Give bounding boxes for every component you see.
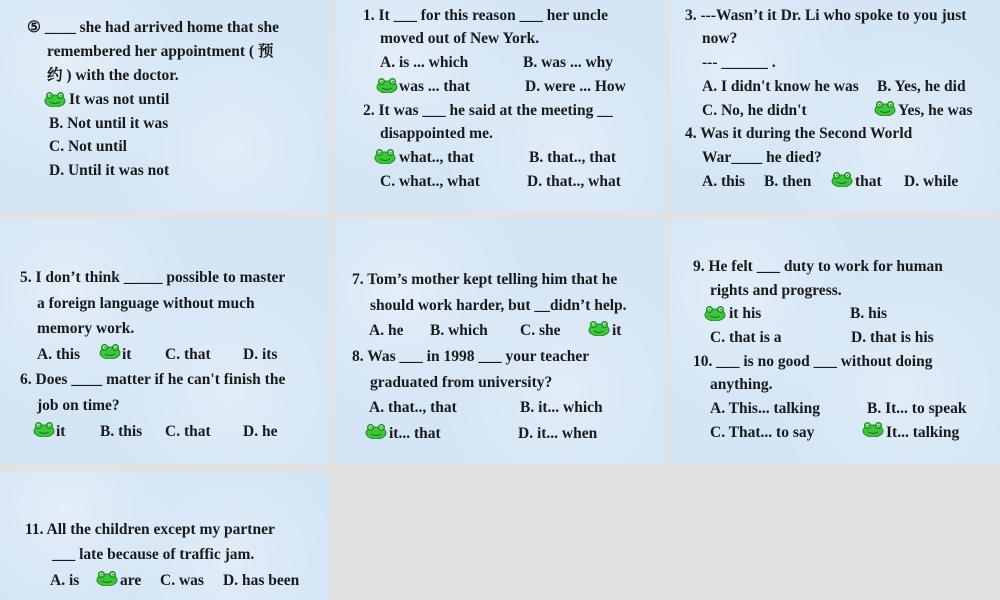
frog-answer-marker-icon — [874, 100, 896, 116]
frog-answer-marker-icon — [831, 171, 853, 187]
question-panel-11 — [0, 471, 330, 600]
option-c: C. that — [165, 423, 211, 440]
question-text: memory work. — [37, 320, 135, 337]
option-b: B. was ... why — [523, 54, 614, 71]
question-text: 5. I don’t think _____ possible to master — [20, 269, 286, 286]
frog-answer-marker-icon — [588, 320, 610, 336]
question-text: 8. Was ___ in 1998 ___ your teacher — [352, 348, 590, 365]
option-c-correct: it... that — [389, 425, 441, 442]
question-text: should work harder, but __didn’t help. — [370, 297, 627, 314]
option-b: B. this — [100, 423, 143, 440]
option-d-correct: Yes, he was — [898, 102, 973, 119]
question-panel-1-2 — [335, 0, 665, 212]
frog-answer-marker-icon — [44, 91, 66, 107]
option-c: C. she — [520, 322, 561, 339]
question-text: a foreign language without much — [37, 295, 255, 312]
frog-answer-marker-icon — [376, 77, 398, 93]
option-a-correct: it — [56, 423, 66, 440]
question-text: 4. Was it during the Second World — [685, 125, 913, 142]
option-c: C. Not until — [49, 138, 127, 155]
option-b-correct: it — [122, 346, 132, 363]
option-c: C. that is a — [710, 329, 782, 346]
question-panel-5-6 — [0, 218, 330, 464]
option-a: A. is ... which — [380, 54, 469, 71]
option-d: D. that is his — [851, 329, 934, 346]
option-b: B. which — [430, 322, 488, 339]
question-text: rights and progress. — [710, 282, 842, 299]
option-b: B. then — [764, 173, 812, 190]
question-text: 10. ___ is no good ___ without doing — [693, 353, 933, 370]
option-b: B. It... to speak — [867, 400, 967, 417]
option-c: C. No, he didn't — [702, 102, 807, 119]
option-c-correct: that — [855, 173, 882, 190]
question-text: 2. It was ___ he said at the meeting __ — [363, 102, 613, 119]
option-a-correct: it his — [729, 305, 762, 322]
question-panel-7-8 — [335, 218, 665, 464]
question-text: 7. Tom’s mother kept telling him that he — [352, 271, 618, 288]
question-text: 9. He felt ___ duty to work for human — [693, 258, 943, 275]
option-a: A. I didn't know he was — [702, 78, 859, 95]
option-a: A. This... talking — [710, 400, 820, 417]
option-d-correct: it — [612, 322, 622, 339]
option-d: D. he — [243, 423, 278, 440]
question-text: --- ______ . — [702, 54, 776, 71]
frog-answer-marker-icon — [365, 423, 387, 439]
option-d: D. that.., what — [527, 173, 621, 190]
question-text: anything. — [710, 376, 773, 393]
option-b-correct: are — [120, 572, 142, 589]
option-d: D. while — [904, 173, 959, 190]
option-d: D. were ... How — [525, 78, 626, 95]
question-text: 3. ---Wasn’t it Dr. Li who spoke to you just — [685, 7, 967, 24]
question-text: 约 ) with the doctor. — [47, 67, 179, 84]
question-text: moved out of New York. — [380, 30, 540, 47]
option-a: A. that.., that — [369, 399, 457, 416]
option-b: B. Yes, he did — [877, 78, 966, 95]
question-text: now? — [702, 30, 738, 47]
option-c: C. that — [165, 346, 211, 363]
question-text: War____ he died? — [702, 149, 822, 166]
frog-answer-marker-icon — [33, 421, 55, 437]
frog-answer-marker-icon — [374, 148, 396, 164]
option-d-correct: It... talking — [886, 424, 960, 441]
option-c: C. That... to say — [710, 424, 815, 441]
option-c: C. what.., what — [380, 173, 480, 190]
option-c-correct: was ... that — [399, 78, 471, 95]
option-d: D. its — [243, 346, 278, 363]
option-a: A. this — [37, 346, 81, 363]
question-text: ___ late because of traffic jam. — [52, 546, 255, 563]
frog-answer-marker-icon — [99, 343, 121, 359]
question-text: 1. It ___ for this reason ___ her uncle — [363, 7, 608, 24]
question-panel-9-10 — [670, 218, 1000, 464]
question-text: 11. All the children except my partner — [25, 521, 275, 538]
question-panel-3-4 — [670, 0, 1000, 212]
question-panel-5 — [0, 0, 330, 212]
question-text: job on time? — [37, 397, 120, 414]
option-b: B. it... which — [520, 399, 603, 416]
option-a-correct: It was not until — [69, 91, 170, 108]
question-text: 6. Does ____ matter if he can't finish the — [20, 371, 286, 388]
option-a: A. he — [369, 322, 404, 339]
question-text: disappointed me. — [380, 125, 493, 142]
option-a: A. this — [702, 173, 746, 190]
option-b: B. Not until it was — [49, 115, 169, 132]
option-a: A. is — [50, 572, 80, 589]
frog-answer-marker-icon — [704, 305, 726, 321]
option-a-correct: what.., that — [399, 149, 474, 166]
option-d: D. Until it was not — [49, 162, 170, 179]
frog-answer-marker-icon — [96, 570, 118, 586]
option-c: C. was — [160, 572, 204, 589]
frog-answer-marker-icon — [862, 421, 884, 437]
option-b: B. his — [850, 305, 888, 322]
option-b: B. that.., that — [529, 149, 616, 166]
option-d: D. has been — [223, 572, 300, 589]
question-text: graduated from university? — [370, 374, 553, 391]
option-d: D. it... when — [518, 425, 598, 442]
question-text: ⑤ ____ she had arrived home that she — [27, 19, 279, 36]
question-text: remembered her appointment ( 预 — [47, 43, 274, 60]
